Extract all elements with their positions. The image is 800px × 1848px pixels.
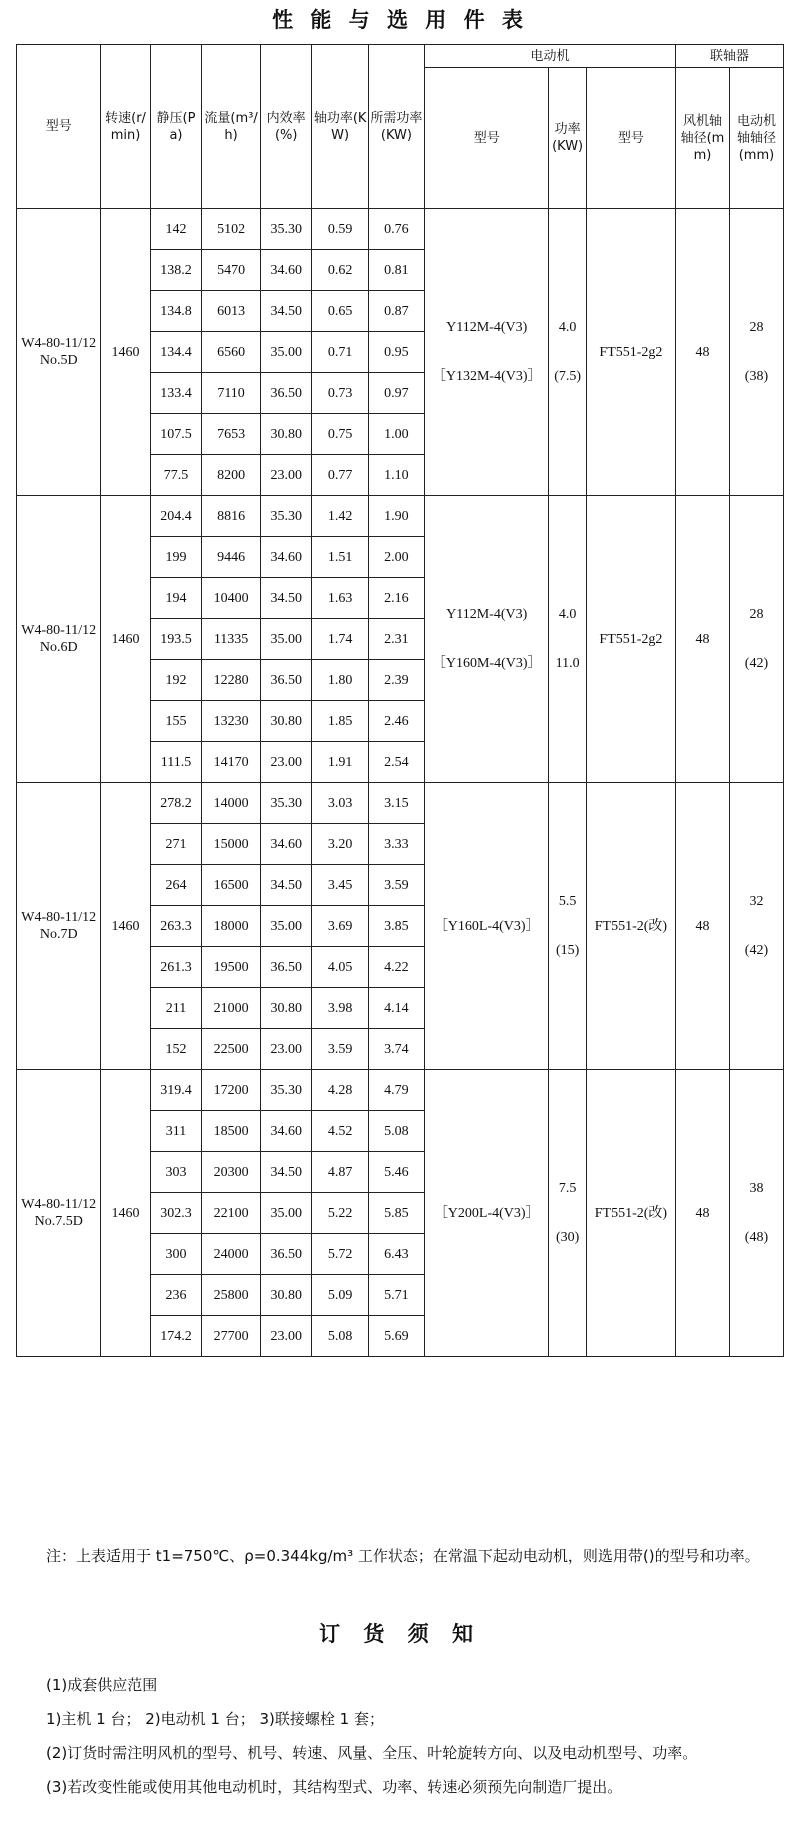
motor-power-cell-line: 4.0 (558, 607, 577, 622)
table-row (17, 209, 784, 250)
table-row (17, 1070, 784, 1111)
order-line: (1)成套供应范围 (46, 1676, 158, 1694)
shaft-power-cell: 0.71 (312, 332, 368, 373)
static-pressure-cell: 302.3 (150, 1193, 202, 1234)
motor-power-cell (549, 783, 587, 1070)
required-power-cell: 4.14 (368, 988, 424, 1029)
static-pressure-cell: 271 (150, 824, 202, 865)
flow-cell: 5470 (202, 250, 261, 291)
flow-cell: 19500 (202, 947, 261, 988)
static-pressure-cell: 261.3 (150, 947, 202, 988)
fan-model-cell-line: W4-80-11/12 (21, 623, 97, 638)
order-notice (16, 1668, 784, 1804)
motor-model-cell-line: ［Y200L-4(V3)］ (433, 1205, 540, 1221)
spacer (731, 1197, 782, 1229)
flow-cell: 7110 (202, 373, 261, 414)
header-group-motor: 电动机 (425, 45, 676, 68)
fan-model-cell-line: No.7.5D (34, 1214, 83, 1229)
order-notice-title: 订 货 须 知 (319, 1622, 481, 1646)
shaft-power-cell: 3.69 (312, 906, 368, 947)
speed-cell: 1460 (101, 1070, 150, 1357)
required-power-cell: 1.10 (368, 455, 424, 496)
flow-cell: 10400 (202, 578, 261, 619)
static-pressure-cell: 319.4 (150, 1070, 202, 1111)
motor-model-cell-line: ［Y160L-4(V3)］ (433, 918, 540, 934)
shaft-power-cell: 3.59 (312, 1029, 368, 1070)
flow-cell: 27700 (202, 1316, 261, 1357)
shaft-power-cell: 0.59 (312, 209, 368, 250)
required-power-cell: 3.85 (368, 906, 424, 947)
flow-cell: 21000 (202, 988, 261, 1029)
flow-cell: 22500 (202, 1029, 261, 1070)
fan-shaft-dia-cell: 48 (676, 783, 730, 1070)
motor-power-cell-line: (15) (555, 943, 580, 958)
motor-power-cell (549, 209, 587, 496)
shaft-power-cell: 0.65 (312, 291, 368, 332)
efficiency-cell: 35.30 (260, 783, 312, 824)
required-power-cell: 5.85 (368, 1193, 424, 1234)
static-pressure-cell: 278.2 (150, 783, 202, 824)
motor-shaft-dia-cell-line: (42) (744, 656, 769, 671)
efficiency-cell: 34.50 (260, 291, 312, 332)
flow-cell: 9446 (202, 537, 261, 578)
shaft-power-cell: 1.80 (312, 660, 368, 701)
flow-cell: 20300 (202, 1152, 261, 1193)
motor-shaft-dia-cell-line: (42) (744, 943, 769, 958)
header-required-power: 所需功率(KW) (368, 45, 424, 209)
fan-model-cell (17, 783, 101, 1070)
required-power-cell: 4.79 (368, 1070, 424, 1111)
fan-model-cell-line: No.5D (39, 353, 78, 368)
fan-model-cell-line: No.6D (39, 640, 78, 655)
required-power-cell: 2.31 (368, 619, 424, 660)
motor-shaft-dia-cell-line: (48) (744, 1230, 769, 1245)
flow-cell: 13230 (202, 701, 261, 742)
motor-power-cell (549, 1070, 587, 1357)
shaft-power-cell: 3.03 (312, 783, 368, 824)
speed-cell: 1460 (101, 209, 150, 496)
required-power-cell: 5.46 (368, 1152, 424, 1193)
coupling-model-cell: FT551-2g2 (586, 209, 675, 496)
efficiency-cell: 35.00 (260, 906, 312, 947)
motor-shaft-dia-cell (729, 496, 783, 783)
spacer (550, 623, 585, 655)
spacer (550, 910, 585, 942)
header-model: 型号 (17, 45, 101, 209)
shaft-power-cell: 5.09 (312, 1275, 368, 1316)
motor-model-cell-line: ［Y132M-4(V3)］ (431, 369, 542, 384)
shaft-power-cell: 5.22 (312, 1193, 368, 1234)
flow-cell: 11335 (202, 619, 261, 660)
motor-shaft-dia-cell-line: 28 (749, 320, 764, 335)
header-fan-shaft-dia: 风机轴轴径(mm) (676, 68, 730, 209)
static-pressure-cell: 174.2 (150, 1316, 202, 1357)
static-pressure-cell: 303 (150, 1152, 202, 1193)
static-pressure-cell: 204.4 (150, 496, 202, 537)
header-efficiency: 内效率(%) (260, 45, 312, 209)
required-power-cell: 1.00 (368, 414, 424, 455)
table-row (17, 496, 784, 537)
required-power-cell: 2.16 (368, 578, 424, 619)
required-power-cell: 3.59 (368, 865, 424, 906)
shaft-power-cell: 1.63 (312, 578, 368, 619)
coupling-model-cell: FT551-2(改) (586, 1070, 675, 1357)
shaft-power-cell: 0.77 (312, 455, 368, 496)
required-power-cell: 2.39 (368, 660, 424, 701)
order-line: 1)主机 1 台； 2)电动机 1 台； 3)联接螺栓 1 套； (46, 1710, 384, 1728)
shaft-power-cell: 5.08 (312, 1316, 368, 1357)
efficiency-cell: 34.50 (260, 1152, 312, 1193)
flow-cell: 6560 (202, 332, 261, 373)
efficiency-cell: 36.50 (260, 1234, 312, 1275)
motor-power-cell-line: 11.0 (555, 656, 580, 671)
static-pressure-cell: 138.2 (150, 250, 202, 291)
header-motor-model: 型号 (425, 68, 549, 209)
header-motor-shaft-dia: 电动机轴轴径(mm) (729, 68, 783, 209)
shaft-power-cell: 0.62 (312, 250, 368, 291)
speed-cell: 1460 (101, 783, 150, 1070)
spacer (426, 623, 547, 655)
efficiency-cell: 35.30 (260, 209, 312, 250)
fan-shaft-dia-cell: 48 (676, 209, 730, 496)
table-note-block (16, 1540, 784, 1572)
motor-power-cell (549, 496, 587, 783)
required-power-cell: 0.95 (368, 332, 424, 373)
fan-model-cell-line: W4-80-11/12 (21, 910, 97, 925)
required-power-cell: 0.76 (368, 209, 424, 250)
efficiency-cell: 35.00 (260, 1193, 312, 1234)
static-pressure-cell: 134.8 (150, 291, 202, 332)
efficiency-cell: 35.30 (260, 496, 312, 537)
motor-model-cell (425, 496, 549, 783)
efficiency-cell: 30.80 (260, 1275, 312, 1316)
fan-shaft-dia-cell: 48 (676, 496, 730, 783)
static-pressure-cell: 193.5 (150, 619, 202, 660)
motor-power-cell-line: (7.5) (554, 369, 582, 384)
fan-model-cell-line: W4-80-11/12 (21, 1197, 97, 1212)
header-motor-power: 功率(KW) (549, 68, 587, 209)
flow-cell: 12280 (202, 660, 261, 701)
shaft-power-cell: 0.75 (312, 414, 368, 455)
shaft-power-cell: 5.72 (312, 1234, 368, 1275)
header-group-coupling: 联轴器 (676, 45, 784, 68)
motor-model-cell-line: Y112M-4(V3) (446, 320, 528, 335)
shaft-power-cell: 1.85 (312, 701, 368, 742)
flow-cell: 14170 (202, 742, 261, 783)
motor-power-cell-line: 7.5 (558, 1181, 577, 1196)
speed-cell: 1460 (101, 496, 150, 783)
static-pressure-cell: 111.5 (150, 742, 202, 783)
shaft-power-cell: 3.98 (312, 988, 368, 1029)
performance-table (16, 44, 784, 1357)
flow-cell: 5102 (202, 209, 261, 250)
static-pressure-cell: 263.3 (150, 906, 202, 947)
flow-cell: 18500 (202, 1111, 261, 1152)
shaft-power-cell: 1.42 (312, 496, 368, 537)
efficiency-cell: 23.00 (260, 455, 312, 496)
table-body (17, 209, 784, 1357)
efficiency-cell: 30.80 (260, 988, 312, 1029)
static-pressure-cell: 77.5 (150, 455, 202, 496)
shaft-power-cell: 4.87 (312, 1152, 368, 1193)
required-power-cell: 2.46 (368, 701, 424, 742)
motor-shaft-dia-cell-line: (38) (744, 369, 769, 384)
required-power-cell: 4.22 (368, 947, 424, 988)
required-power-cell: 6.43 (368, 1234, 424, 1275)
shaft-power-cell: 1.51 (312, 537, 368, 578)
required-power-cell: 1.90 (368, 496, 424, 537)
fan-model-cell (17, 496, 101, 783)
flow-cell: 6013 (202, 291, 261, 332)
motor-power-cell-line: (30) (555, 1230, 580, 1245)
flow-cell: 15000 (202, 824, 261, 865)
motor-shaft-dia-cell (729, 209, 783, 496)
shaft-power-cell: 4.28 (312, 1070, 368, 1111)
page-title: 性 能 与 选 用 件 表 (272, 8, 528, 32)
flow-cell: 14000 (202, 783, 261, 824)
required-power-cell: 2.54 (368, 742, 424, 783)
motor-power-cell-line: 5.5 (558, 894, 577, 909)
required-power-cell: 5.71 (368, 1275, 424, 1316)
shaft-power-cell: 4.05 (312, 947, 368, 988)
spacer (731, 623, 782, 655)
required-power-cell: 5.69 (368, 1316, 424, 1357)
efficiency-cell: 36.50 (260, 947, 312, 988)
fan-model-cell (17, 209, 101, 496)
flow-cell: 24000 (202, 1234, 261, 1275)
shaft-power-cell: 1.91 (312, 742, 368, 783)
shaft-power-cell: 1.74 (312, 619, 368, 660)
static-pressure-cell: 211 (150, 988, 202, 1029)
motor-power-cell-line: 4.0 (558, 320, 577, 335)
static-pressure-cell: 134.4 (150, 332, 202, 373)
efficiency-cell: 30.80 (260, 701, 312, 742)
static-pressure-cell: 194 (150, 578, 202, 619)
shaft-power-cell: 3.20 (312, 824, 368, 865)
motor-shaft-dia-cell-line: 28 (749, 607, 764, 622)
order-line: (3)若改变性能或使用其他电动机时，其结构型式、功率、转速必须预先向制造厂提出。 (46, 1778, 623, 1796)
motor-shaft-dia-cell (729, 783, 783, 1070)
efficiency-cell: 34.60 (260, 1111, 312, 1152)
table-row (17, 783, 784, 824)
motor-model-cell-line: Y112M-4(V3) (446, 607, 528, 622)
efficiency-cell: 36.50 (260, 373, 312, 414)
required-power-cell: 0.87 (368, 291, 424, 332)
motor-shaft-dia-cell-line: 38 (749, 1181, 764, 1196)
efficiency-cell: 34.60 (260, 250, 312, 291)
flow-cell: 25800 (202, 1275, 261, 1316)
efficiency-cell: 34.60 (260, 824, 312, 865)
motor-model-cell (425, 783, 549, 1070)
efficiency-cell: 23.00 (260, 1316, 312, 1357)
fan-shaft-dia-cell: 48 (676, 1070, 730, 1357)
efficiency-cell: 35.30 (260, 1070, 312, 1111)
header-coupling-model: 型号 (586, 68, 675, 209)
coupling-model-cell: FT551-2g2 (586, 496, 675, 783)
order-line: (2)订货时需注明风机的型号、机号、转速、风量、全压、叶轮旋转方向、以及电动机型号、功率。 (46, 1744, 698, 1762)
static-pressure-cell: 311 (150, 1111, 202, 1152)
efficiency-cell: 35.00 (260, 332, 312, 373)
static-pressure-cell: 300 (150, 1234, 202, 1275)
header-flow: 流量(m³/h) (202, 45, 261, 209)
static-pressure-cell: 133.4 (150, 373, 202, 414)
required-power-cell: 0.97 (368, 373, 424, 414)
efficiency-cell: 30.80 (260, 414, 312, 455)
motor-model-cell-line: ［Y160M-4(V3)］ (431, 656, 542, 671)
required-power-cell: 2.00 (368, 537, 424, 578)
header-static-pressure: 静压(Pa) (150, 45, 202, 209)
header-shaft-power: 轴功率(KW) (312, 45, 368, 209)
motor-model-cell (425, 209, 549, 496)
static-pressure-cell: 107.5 (150, 414, 202, 455)
flow-cell: 18000 (202, 906, 261, 947)
efficiency-cell: 34.60 (260, 537, 312, 578)
fan-model-cell (17, 1070, 101, 1357)
header-speed: 转速(r/min) (101, 45, 150, 209)
required-power-cell: 5.08 (368, 1111, 424, 1152)
coupling-model-cell: FT551-2(改) (586, 783, 675, 1070)
static-pressure-cell: 199 (150, 537, 202, 578)
shaft-power-cell: 0.73 (312, 373, 368, 414)
flow-cell: 17200 (202, 1070, 261, 1111)
fan-model-cell-line: W4-80-11/12 (21, 336, 97, 351)
static-pressure-cell: 142 (150, 209, 202, 250)
required-power-cell: 0.81 (368, 250, 424, 291)
static-pressure-cell: 264 (150, 865, 202, 906)
efficiency-cell: 35.00 (260, 619, 312, 660)
required-power-cell: 3.15 (368, 783, 424, 824)
efficiency-cell: 36.50 (260, 660, 312, 701)
motor-model-cell (425, 1070, 549, 1357)
flow-cell: 8816 (202, 496, 261, 537)
flow-cell: 22100 (202, 1193, 261, 1234)
spacer (550, 1197, 585, 1229)
spacer (550, 336, 585, 368)
flow-cell: 8200 (202, 455, 261, 496)
spacer (731, 910, 782, 942)
spacer (731, 336, 782, 368)
fan-model-cell-line: No.7D (39, 927, 78, 942)
static-pressure-cell: 192 (150, 660, 202, 701)
static-pressure-cell: 152 (150, 1029, 202, 1070)
flow-cell: 7653 (202, 414, 261, 455)
shaft-power-cell: 4.52 (312, 1111, 368, 1152)
required-power-cell: 3.74 (368, 1029, 424, 1070)
spacer (426, 336, 547, 368)
motor-shaft-dia-cell-line: 32 (749, 894, 764, 909)
static-pressure-cell: 155 (150, 701, 202, 742)
motor-shaft-dia-cell (729, 1070, 783, 1357)
efficiency-cell: 23.00 (260, 742, 312, 783)
static-pressure-cell: 236 (150, 1275, 202, 1316)
required-power-cell: 3.33 (368, 824, 424, 865)
efficiency-cell: 23.00 (260, 1029, 312, 1070)
efficiency-cell: 34.50 (260, 578, 312, 619)
table-note: 注：上表适用于 t1=750℃、ρ=0.344kg/m³ 工作状态；在常温下起动电动机，则选用带()的型号和功率。 (46, 1547, 760, 1565)
efficiency-cell: 34.50 (260, 865, 312, 906)
shaft-power-cell: 3.45 (312, 865, 368, 906)
flow-cell: 16500 (202, 865, 261, 906)
